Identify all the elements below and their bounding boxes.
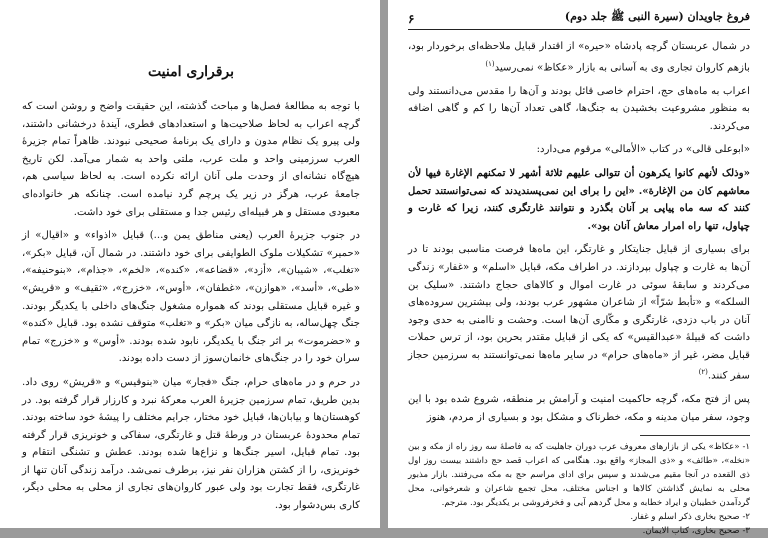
paragraph: در شمال عربستان گرچه پادشاه «حیره» از اقتدار قبایل ملاحظه‌ای برخوردار بود، بازهم کاروان تجاری وی به آسانی به بازار «عکاظ» نمی‌رسید$^{(۱)}$ bbox=[408, 41, 750, 73]
paragraph: با توجه به مطالعهٔ فصل‌ها و مباحث گذشته، این حقیقت واضح و روشن است که گرچه اعراب به لحاظ صلاحیت‌ها و استعدادهای فطری، آیندهٔ درخشانی داشتند، ولی پیرو یک نظام مدون و دارای یک برنامهٔ صحیحی نبودند. ظاهراً تمام جزیرهٔ العرب سرزمینی واحد و ملت عرب، ملتی واحد به شمار می‌آمد. لکن تاریخ هیچ‌گاه نشانه‌ای از وحدت ملی آنان ارائه نکرده است. به لحاظ سیاسی هم، جامعهٔ عرب، هرگز در زیر یک پرچم گرد نیامده است. چنانکه هر خانواده‌ای معبودی مستقل و هر قبیله‌ای رئیس جدا و مستقلی برای خود داشت. bbox=[22, 101, 360, 218]
paragraph: در حرم و در ماه‌های حرام، جنگ «فجار» میان «بنوقیس» و «قریش» روی داد. بدین طریق، تمام سرزمین جزیرهٔ العرب معرکهٔ نبرد و کارزار قرار گرفته بود. در کوهستان‌ها و بیابان‌ها، قبایل خود مختار، جرایم مختلف را پیشهٔ خود ساخته بودند. تمام محدودهٔ عربستان در ورطهٔ قتل و غارتگری، سفاکی و خونریزی قرار گرفته بود. تمام قبایل، اسیر جنگ‌ها و نزاع‌ها شده بودند. عطش و تشنگی انتقام و خونریزی، را از کشتن هزاران نفر نیز، برطرف نمی‌شد. درآمد زندگی آنان تنها از غارتگری، فقط تجارت بود ولی عبور کاروان‌های تجاری از محلی به محلی دیگر، کاری بس‌دشوار بود. bbox=[22, 376, 360, 512]
footnote: ۲- صحیح بخاری ذکر اسلم و غفار. bbox=[630, 511, 750, 522]
footnote: ۳- صحیح بخاری، کتاب الایمان. bbox=[642, 525, 750, 536]
quotation-paragraph: «وذلک لأنهم کانوا یکرهون أن تتوالی علیهم ثلاثة أشهر لا تمکنهم الإغارة فیها لأن معاشهم کان من الإغارة». «این را برای این نمی‌پسندیدند که نمی‌توانستند تحمل کنند که سه ماه پیاپی بر آنان بگذرد و نتوانند غارتگری کنند، زیرا که غارت و چپاول، تنها راه امرار معاش آنان بود». bbox=[408, 166, 750, 232]
page-number: ۶ bbox=[408, 12, 415, 26]
running-header bbox=[408, 10, 750, 30]
paragraph: «ابوعلی قالی» در کتاب «الأمالی» مرقوم می‌دارد: bbox=[536, 144, 750, 156]
right-page bbox=[388, 0, 768, 536]
paragraph: برای بسیاری از قبایل جنایتکار و غارتگر، این ماه‌ها فرصت مناسبی بودند تا در آن‌ها به غارت و چپاول بپردازند. در اطراف مکه، قبایل «اسلم» و «غفار» زندگی می‌کردند و سابقهٔ سوئی در غارت اموال و کالاهای حجاج داشتند. «سلیک بن السلکه» و «تأبط شرّاً» از شاعران مشهور عرب بودند، ولی بیشترین سروده‌های آنان در باب دزدی، غارتگری و مکّاری آن‌ها است. وحشت و ناامنی به حدی وجود داشت که قبیلهٔ «عبدالقیس» که یکی از قبایل مقتدر بحرین بود، از ترس حملات قبایل مضر، غیر از «ماه‌های حرام» در سایر ماه‌ها نمی‌توانستند به سرزمین حجاز سفر کنند.$^{(۲)}$ bbox=[408, 244, 750, 382]
section-title: برقراری امنیت bbox=[147, 64, 235, 80]
footnote-mark: (۲) bbox=[698, 368, 708, 377]
footnote-mark: (۱) bbox=[485, 59, 495, 68]
paragraph: در جنوب جزیرهٔ العرب (یعنی مناطق یمن و...) قبایل «اذواء» و «اقیال» از «حمیر» تشکیلات ملوک الطوایفی برای خود داشتند. در شمال آن، قبایل «بکر»، «تغلب»، «شیبان»، «أزد»، «قضاعه»، «کنده»، «لخم»، «جذام»، «بنوحنیفه»، «طی»، «أسد»، «هوازن»، «غطفان»، «أوس»، «خزرج»، «ثقیف» و «قریش» و غیره قبایل مستقلی بودند که همواره مشغول جنگ‌های داخلی با یکدیگر بودند. جنگ چهل‌ساله، به نازگی میان «بکر» و «تغلب» متوقف نشده بود. قبایل «کنده» و «حضرموت» بر اثر جنگ با یکدیگر، نابود شده بودند. «أوس» و «خزرج» تمام سران خود را در جنگ‌های خانمان‌سوز از دست داده بودند. bbox=[22, 230, 360, 365]
left-page bbox=[0, 0, 380, 528]
paragraph: پس از فتح مکه، گرچه حاکمیت امنیت و آرامش بر منطقه، شروع شده بود با این وجود، سفر میان مدینه و مکه، خطرناک و مشکل بود و بسیاری از مردم، هنوز bbox=[408, 394, 750, 424]
footnote: ۱- «عکاظ» یکی از بازارهای معروف عرب دوران جاهلیت که به فاصلهٔ سه روز راه از مکه و بین «نخله»، «طائف» و «ذی المجاز» واقع بود. هنگامی که اعراب قصد حج داشتند بیست روز اول ذی القعده در آنجا مقیم می‌شدند و سپس برای ادای مراسم حج به مکه می‌رفتند. بازار مذبور محلی به نمایش گذاشتن کالاها و اجناس مختلف، محل تجمع شاعران و شعرخوانی، محل گردآمدن خطیبان و ایراد خطابه و محل گردهم آیی و فخرفروشی بر یکدیگر بود. مترجم. bbox=[408, 441, 750, 508]
footnote-separator bbox=[640, 435, 750, 436]
header-title: فروغ جاویدان (سیرة النبی ﷺ جلد دوم) bbox=[564, 10, 750, 23]
paragraph: اعراب به ماه‌های حج، احترام خاصی قائل بودند و آن‌ها را مقدس می‌دانستند ولی به منظور مشروعیت بخشیدن به جنگ‌ها، گاهی تعداد آن‌ها را کم و گاهی اضافه می‌کردند. bbox=[408, 85, 750, 132]
